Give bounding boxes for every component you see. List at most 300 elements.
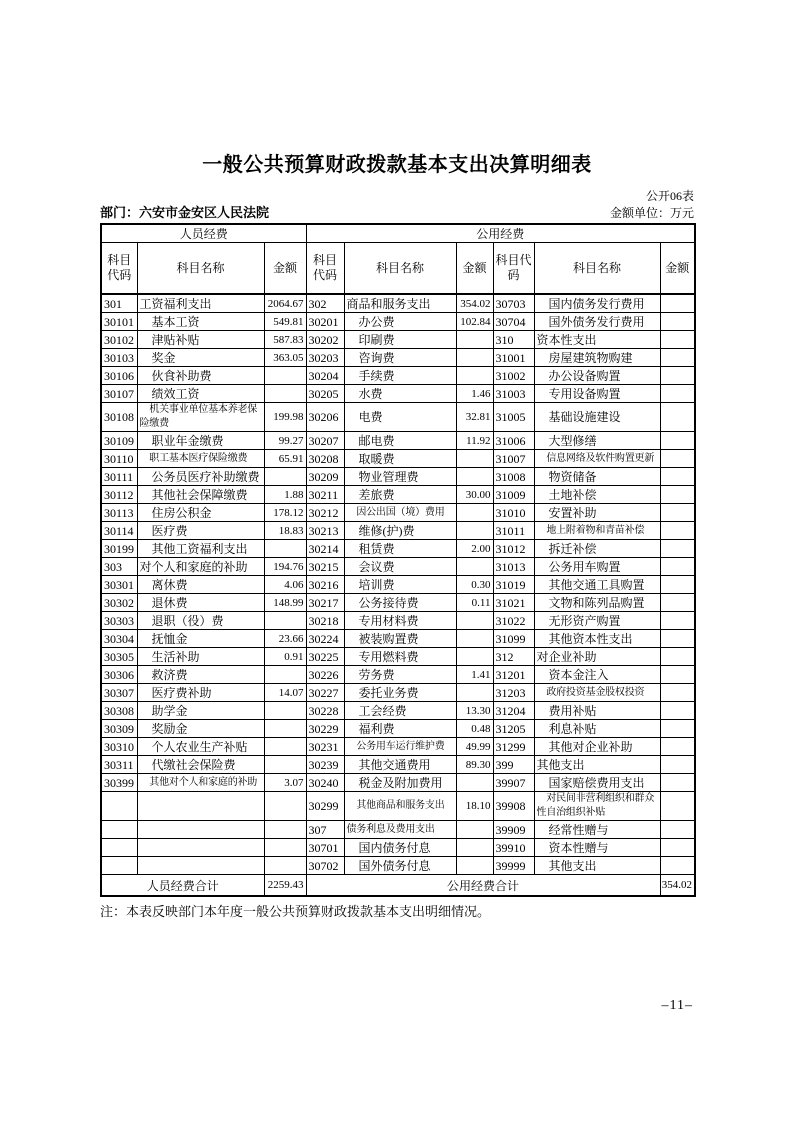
table-row [101, 648, 695, 666]
col-header-amount: 金额 [264, 243, 306, 295]
subject-name-cell: 咨询费 [344, 349, 456, 367]
amount-cell: 4.06 [264, 576, 306, 594]
table-row [101, 756, 695, 774]
subject-code-cell: 30704 [493, 313, 534, 331]
subject-code-cell [101, 792, 137, 821]
amount-cell [456, 648, 493, 666]
subject-name-cell: 资本金注入 [534, 666, 660, 684]
amount-cell [660, 558, 695, 576]
subject-code-cell: 30206 [306, 403, 344, 432]
table-row [101, 540, 695, 558]
public-total-label: 公用经费合计 [306, 875, 660, 897]
subject-name-cell: 对企业补助 [534, 648, 660, 666]
subject-code-cell: 30306 [101, 666, 137, 684]
amount-cell [456, 612, 493, 630]
amount-cell: 178.12 [264, 504, 306, 522]
subject-name-cell: 办公设备购置 [534, 367, 660, 385]
subject-name-cell: 取暖费 [344, 450, 456, 468]
subject-code-cell: 30201 [306, 313, 344, 331]
table-row [101, 738, 695, 756]
subject-name-cell: 邮电费 [344, 432, 456, 450]
subject-name-cell: 水费 [344, 385, 456, 403]
table-row [101, 331, 695, 349]
amount-cell [456, 331, 493, 349]
subject-code-cell: 30302 [101, 594, 137, 612]
subject-code-cell: 31005 [493, 403, 534, 432]
subject-name-cell: 国外债务发行费用 [534, 313, 660, 331]
subject-code-cell: 30240 [306, 774, 344, 792]
subject-code-cell: 30211 [306, 486, 344, 504]
meta-row [100, 205, 694, 221]
subject-code-cell: 30307 [101, 684, 137, 702]
amount-cell [660, 432, 695, 450]
amount-cell [660, 774, 695, 792]
table-row [101, 558, 695, 576]
subject-name-cell: 职工基本医疗保险缴费 [137, 450, 264, 468]
subject-code-cell [101, 821, 137, 839]
public-total-value: 354.02 [660, 875, 695, 897]
amount-cell [660, 684, 695, 702]
subject-name-cell: 津贴补贴 [137, 331, 264, 349]
subject-code-cell: 30103 [101, 349, 137, 367]
amount-cell [660, 385, 695, 403]
subject-name-cell: 培训费 [344, 576, 456, 594]
subject-code-cell: 30304 [101, 630, 137, 648]
amount-cell: 1.46 [456, 385, 493, 403]
subject-name-cell: 其他交通工具购置 [534, 576, 660, 594]
subject-code-cell: 39907 [493, 774, 534, 792]
amount-cell [660, 468, 695, 486]
subject-name-cell: 工会经费 [344, 702, 456, 720]
subject-code-cell: 30239 [306, 756, 344, 774]
subject-name-cell: 物业管理费 [344, 468, 456, 486]
subject-code-cell: 30399 [101, 774, 137, 792]
subject-code-cell: 30701 [306, 839, 344, 857]
amount-cell [456, 349, 493, 367]
subject-name-cell: 费用补贴 [534, 702, 660, 720]
subject-name-cell: 退休费 [137, 594, 264, 612]
subject-code-cell: 30203 [306, 349, 344, 367]
subject-name-cell: 手续费 [344, 367, 456, 385]
subject-name-cell: 信息网络及软件购置更新 [534, 450, 660, 468]
subject-code-cell: 30110 [101, 450, 137, 468]
amount-cell [456, 367, 493, 385]
subject-code-cell: 310 [493, 331, 534, 349]
table-row [101, 450, 695, 468]
table-row [101, 576, 695, 594]
table-row [101, 857, 695, 875]
amount-cell [660, 857, 695, 875]
subject-code-cell: 30208 [306, 450, 344, 468]
subject-name-cell: 其他商品和服务支出 [344, 792, 456, 821]
amount-cell: 13.30 [456, 702, 493, 720]
subject-code-cell: 31011 [493, 522, 534, 540]
table-row [101, 630, 695, 648]
amount-cell [264, 468, 306, 486]
subject-code-cell: 31204 [493, 702, 534, 720]
subject-code-cell: 31022 [493, 612, 534, 630]
subject-name-cell: 维修(护)费 [344, 522, 456, 540]
personnel-total-value: 2259.43 [264, 875, 306, 897]
subject-name-cell: 代缴社会保险费 [137, 756, 264, 774]
subject-name-cell: 奖励金 [137, 720, 264, 738]
table-row [101, 486, 695, 504]
subject-name-cell: 委托业务费 [344, 684, 456, 702]
subject-code-cell: 30202 [306, 331, 344, 349]
subject-name-cell: 专用燃料费 [344, 648, 456, 666]
subject-name-cell: 公务员医疗补助缴费 [137, 468, 264, 486]
col-header-name: 科目名称 [344, 243, 456, 295]
subject-name-cell: 税金及附加费用 [344, 774, 456, 792]
table-row [101, 349, 695, 367]
amount-cell [660, 702, 695, 720]
amount-cell: 1.88 [264, 486, 306, 504]
subject-code-cell: 30207 [306, 432, 344, 450]
amount-cell: 549.81 [264, 313, 306, 331]
amount-cell [660, 450, 695, 468]
amount-cell: 0.30 [456, 576, 493, 594]
subject-name-cell: 生活补助 [137, 648, 264, 666]
subject-code-cell: 30205 [306, 385, 344, 403]
subject-code-cell: 30229 [306, 720, 344, 738]
subject-name-cell: 职业年金缴费 [137, 432, 264, 450]
col-header-name: 科目名称 [534, 243, 660, 295]
subject-code-cell: 30301 [101, 576, 137, 594]
amount-cell [264, 756, 306, 774]
subject-name-cell: 物资储备 [534, 468, 660, 486]
subject-name-cell: 对个人和家庭的补助 [137, 558, 264, 576]
subject-name-cell: 印刷费 [344, 331, 456, 349]
table-row [101, 792, 695, 821]
amount-cell: 0.91 [264, 648, 306, 666]
subject-name-cell: 其他资本性支出 [534, 630, 660, 648]
amount-cell [456, 821, 493, 839]
amount-cell [456, 468, 493, 486]
subject-code-cell: 301 [101, 294, 137, 313]
amount-cell: 0.48 [456, 720, 493, 738]
subject-code-cell: 30113 [101, 504, 137, 522]
amount-cell [660, 540, 695, 558]
subject-code-cell: 30228 [306, 702, 344, 720]
subject-name-cell: 助学金 [137, 702, 264, 720]
amount-cell [264, 792, 306, 821]
subject-name-cell: 土地补偿 [534, 486, 660, 504]
amount-cell: 14.07 [264, 684, 306, 702]
subject-name-cell: 会议费 [344, 558, 456, 576]
subject-name-cell: 其他支出 [534, 857, 660, 875]
subject-name-cell: 其他对个人和家庭的补助 [137, 774, 264, 792]
subject-name-cell: 商品和服务支出 [344, 294, 456, 313]
table-row [101, 720, 695, 738]
subject-name-cell: 安置补助 [534, 504, 660, 522]
subject-name-cell: 利息补贴 [534, 720, 660, 738]
subject-name-cell: 资本性支出 [534, 331, 660, 349]
amount-cell [660, 756, 695, 774]
table-row [101, 612, 695, 630]
subject-code-cell: 31205 [493, 720, 534, 738]
amount-cell: 2.00 [456, 540, 493, 558]
subject-code-cell: 307 [306, 821, 344, 839]
subject-code-cell: 30225 [306, 648, 344, 666]
amount-cell: 354.02 [456, 294, 493, 313]
subject-code-cell: 30204 [306, 367, 344, 385]
subject-code-cell: 31013 [493, 558, 534, 576]
table-row [101, 294, 695, 313]
subject-name-cell: 经常性赠与 [534, 821, 660, 839]
amount-cell [660, 522, 695, 540]
subject-code-cell: 30231 [306, 738, 344, 756]
subject-code-cell: 31201 [493, 666, 534, 684]
department-label: 部门：六安市金安区人民法院 [100, 205, 270, 220]
subject-code-cell: 31203 [493, 684, 534, 702]
table-row [101, 774, 695, 792]
subject-code-cell: 30214 [306, 540, 344, 558]
subject-code-cell: 30101 [101, 313, 137, 331]
subject-name-cell: 劳务费 [344, 666, 456, 684]
subject-name-cell: 其他交通费用 [344, 756, 456, 774]
amount-cell [264, 702, 306, 720]
table-row [101, 432, 695, 450]
amount-cell [456, 522, 493, 540]
subject-code-cell: 312 [493, 648, 534, 666]
amount-cell: 587.83 [264, 331, 306, 349]
table-row [101, 313, 695, 331]
subject-code-cell: 30108 [101, 403, 137, 432]
subject-name-cell: 工资福利支出 [137, 294, 264, 313]
amount-cell [456, 504, 493, 522]
amount-cell: 0.11 [456, 594, 493, 612]
subject-code-cell: 30106 [101, 367, 137, 385]
subject-name-cell: 公务用车购置 [534, 558, 660, 576]
subject-name-cell: 医疗费补助 [137, 684, 264, 702]
subject-code-cell: 30310 [101, 738, 137, 756]
subject-name-cell: 租赁费 [344, 540, 456, 558]
subject-name-cell: 退职（役）费 [137, 612, 264, 630]
subject-code-cell: 30308 [101, 702, 137, 720]
group-header-personnel: 人员经费 [101, 224, 306, 243]
subject-code-cell: 303 [101, 558, 137, 576]
column-header-row [101, 243, 695, 295]
amount-cell [660, 612, 695, 630]
subject-name-cell [137, 821, 264, 839]
table-row [101, 594, 695, 612]
col-header-amount: 金额 [660, 243, 695, 295]
amount-cell [660, 504, 695, 522]
amount-unit-label: 金额单位：万元 [609, 206, 694, 220]
subject-name-cell: 资本性赠与 [534, 839, 660, 857]
amount-cell [456, 558, 493, 576]
amount-cell [456, 839, 493, 857]
subject-name-cell: 其他支出 [534, 756, 660, 774]
col-header-code: 科目代码 [306, 243, 344, 295]
amount-cell [660, 666, 695, 684]
amount-cell [660, 403, 695, 432]
subject-code-cell: 31099 [493, 630, 534, 648]
subject-name-cell: 其他工资福利支出 [137, 540, 264, 558]
amount-cell [660, 648, 695, 666]
amount-cell [660, 313, 695, 331]
subject-name-cell: 医疗费 [137, 522, 264, 540]
subject-name-cell: 地上附着物和青苗补偿 [534, 522, 660, 540]
subject-name-cell: 国家赔偿费用支出 [534, 774, 660, 792]
amount-cell [264, 367, 306, 385]
group-header-row [101, 224, 695, 243]
subject-code-cell: 31001 [493, 349, 534, 367]
amount-cell: 102.84 [456, 313, 493, 331]
amount-cell [660, 576, 695, 594]
subject-name-cell: 奖金 [137, 349, 264, 367]
table-row [101, 403, 695, 432]
table-row [101, 666, 695, 684]
subject-code-cell: 31006 [493, 432, 534, 450]
subject-code-cell: 31299 [493, 738, 534, 756]
amount-cell [660, 486, 695, 504]
subject-name-cell: 个人农业生产补贴 [137, 738, 264, 756]
col-header-code: 科目代码 [101, 243, 137, 295]
subject-code-cell: 31009 [493, 486, 534, 504]
subject-code-cell: 39908 [493, 792, 534, 821]
subject-name-cell: 福利费 [344, 720, 456, 738]
subject-name-cell: 国外债务付息 [344, 857, 456, 875]
amount-cell [660, 294, 695, 313]
subject-name-cell: 拆迁补偿 [534, 540, 660, 558]
subject-code-cell: 30703 [493, 294, 534, 313]
subject-name-cell: 差旅费 [344, 486, 456, 504]
subject-name-cell: 伙食补助费 [137, 367, 264, 385]
subject-name-cell: 政府投资基金股权投资 [534, 684, 660, 702]
group-header-public: 公用经费 [306, 224, 695, 243]
amount-cell: 32.81 [456, 403, 493, 432]
amount-cell [660, 594, 695, 612]
subject-name-cell: 对民间非营利组织和群众性自治组织补贴 [534, 792, 660, 821]
amount-cell: 199.98 [264, 403, 306, 432]
subject-code-cell: 30109 [101, 432, 137, 450]
subject-name-cell: 大型修缮 [534, 432, 660, 450]
subject-code-cell [101, 839, 137, 857]
subject-code-cell: 39999 [493, 857, 534, 875]
subject-code-cell: 31002 [493, 367, 534, 385]
amount-cell: 30.00 [456, 486, 493, 504]
table-row [101, 385, 695, 403]
amount-cell [264, 857, 306, 875]
subject-code-cell: 31007 [493, 450, 534, 468]
amount-cell [660, 367, 695, 385]
subject-name-cell: 因公出国（境）费用 [344, 504, 456, 522]
amount-cell [264, 385, 306, 403]
table-row [101, 468, 695, 486]
amount-cell: 49.99 [456, 738, 493, 756]
table-row [101, 504, 695, 522]
subject-code-cell: 30199 [101, 540, 137, 558]
page-title: 一般公共预算财政拨款基本支出决算明细表 [202, 154, 592, 176]
subject-code-cell: 39910 [493, 839, 534, 857]
page-number: –11– [661, 998, 693, 1013]
amount-cell [264, 666, 306, 684]
subject-code-cell: 30227 [306, 684, 344, 702]
amount-cell [660, 821, 695, 839]
subject-name-cell: 离休费 [137, 576, 264, 594]
page-content [100, 0, 694, 920]
amount-cell [456, 450, 493, 468]
subject-name-cell: 公务接待费 [344, 594, 456, 612]
personnel-total-label: 人员经费合计 [101, 875, 264, 897]
subject-code-cell: 30224 [306, 630, 344, 648]
subject-code-cell: 30702 [306, 857, 344, 875]
subject-name-cell: 办公费 [344, 313, 456, 331]
subject-code-cell: 31012 [493, 540, 534, 558]
amount-cell [456, 630, 493, 648]
subject-code-cell: 30303 [101, 612, 137, 630]
subject-code-cell: 30305 [101, 648, 137, 666]
subject-code-cell: 31019 [493, 576, 534, 594]
amount-cell: 1.41 [456, 666, 493, 684]
col-header-code: 科目代码 [493, 243, 534, 295]
expenditure-detail-table [100, 223, 696, 897]
amount-cell: 11.92 [456, 432, 493, 450]
amount-cell [264, 839, 306, 857]
subject-code-cell: 31003 [493, 385, 534, 403]
subject-name-cell: 电费 [344, 403, 456, 432]
table-row [101, 522, 695, 540]
subject-code-cell: 30112 [101, 486, 137, 504]
amount-cell: 194.76 [264, 558, 306, 576]
subject-code-cell: 30309 [101, 720, 137, 738]
subject-name-cell: 被装购置费 [344, 630, 456, 648]
subject-code-cell: 39909 [493, 821, 534, 839]
subject-name-cell: 其他对企业补助 [534, 738, 660, 756]
table-code-label: 公开06表 [645, 189, 694, 203]
subject-code-cell: 30114 [101, 522, 137, 540]
subject-code-cell: 399 [493, 756, 534, 774]
subject-name-cell: 机关事业单位基本养老保险缴费 [137, 403, 264, 432]
amount-cell [264, 540, 306, 558]
amount-cell: 3.07 [264, 774, 306, 792]
subject-name-cell: 房屋建筑物购建 [534, 349, 660, 367]
amount-cell: 363.05 [264, 349, 306, 367]
subject-name-cell: 无形资产购置 [534, 612, 660, 630]
amount-cell [660, 839, 695, 857]
table-row [101, 684, 695, 702]
subject-name-cell: 救济费 [137, 666, 264, 684]
table-row [101, 839, 695, 857]
subject-code-cell: 30111 [101, 468, 137, 486]
subject-name-cell [137, 857, 264, 875]
amount-cell [264, 738, 306, 756]
footnote: 注：本表反映部门本年度一般公共预算财政拨款基本支出明细情况。 [100, 904, 491, 919]
subject-name-cell [137, 792, 264, 821]
subject-code-cell: 302 [306, 294, 344, 313]
subject-code-cell: 30215 [306, 558, 344, 576]
subject-code-cell: 30213 [306, 522, 344, 540]
subject-name-cell: 基础设施建设 [534, 403, 660, 432]
amount-cell [456, 684, 493, 702]
subject-code-cell: 30226 [306, 666, 344, 684]
amount-cell: 99.27 [264, 432, 306, 450]
subject-name-cell: 基本工资 [137, 313, 264, 331]
amount-cell [660, 720, 695, 738]
subject-name-cell: 住房公积金 [137, 504, 264, 522]
amount-cell: 18.10 [456, 792, 493, 821]
subject-code-cell: 30209 [306, 468, 344, 486]
subject-name-cell [137, 839, 264, 857]
amount-cell: 23.66 [264, 630, 306, 648]
amount-cell [456, 774, 493, 792]
subject-name-cell: 抚恤金 [137, 630, 264, 648]
amount-cell: 65.91 [264, 450, 306, 468]
subject-code-cell: 31010 [493, 504, 534, 522]
amount-cell [660, 630, 695, 648]
subject-code-cell: 30217 [306, 594, 344, 612]
